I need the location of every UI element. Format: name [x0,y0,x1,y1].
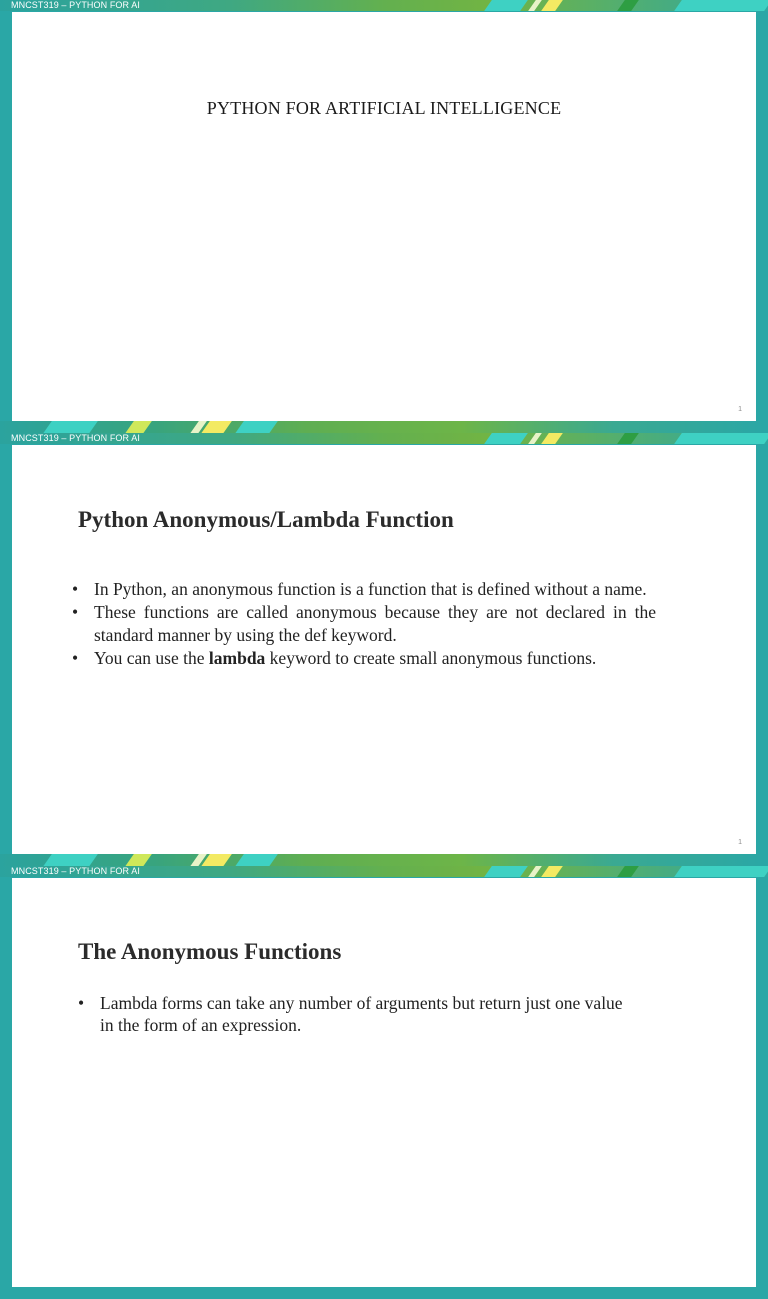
course-header: MNCST319 – PYTHON FOR AI [11,433,140,443]
course-header: MNCST319 – PYTHON FOR AI [11,866,140,876]
slide-heading: Python Anonymous/Lambda Function [78,507,454,532]
bullet-icon: • [72,602,79,622]
slide-2 [0,433,768,866]
bullet-list [72,578,656,670]
bullet-text: These functions are called anonymous because they are not declared in the standard manner by using the def keyword. [94,602,656,645]
bullet-icon: • [72,579,79,599]
slide-panel [12,12,756,421]
bullet-list [78,992,638,1036]
list-item [72,647,656,670]
slide-bottom-band [0,854,768,866]
page-number: 1 [738,839,742,846]
course-header: MNCST319 – PYTHON FOR AI [11,0,140,10]
list-item [72,601,656,647]
slide-panel [12,445,756,854]
slide-heading: The Anonymous Functions [78,939,342,964]
bullet-icon: • [78,993,85,1013]
page-number: 1 [738,406,742,413]
slide-panel [12,878,756,1287]
list-item [72,578,656,601]
slide-bottom-band [0,421,768,433]
bullet-text-after: keyword to create small anonymous functions. [265,648,597,668]
slide-3 [0,866,768,1299]
list-item [78,992,638,1036]
keyword-lambda: lambda [208,648,266,668]
bullet-text: In Python, an anonymous function is a function that is defined without a name. [94,579,647,599]
slide-title: PYTHON FOR ARTIFICIAL INTELLIGENCE [206,98,562,118]
bullet-text-before: You can use the [94,648,209,668]
bullet-text: Lambda forms can take any number of arguments but return just one value in the form of an expression. [100,993,623,1035]
bullet-icon: • [72,648,79,668]
slide-1 [0,0,768,433]
